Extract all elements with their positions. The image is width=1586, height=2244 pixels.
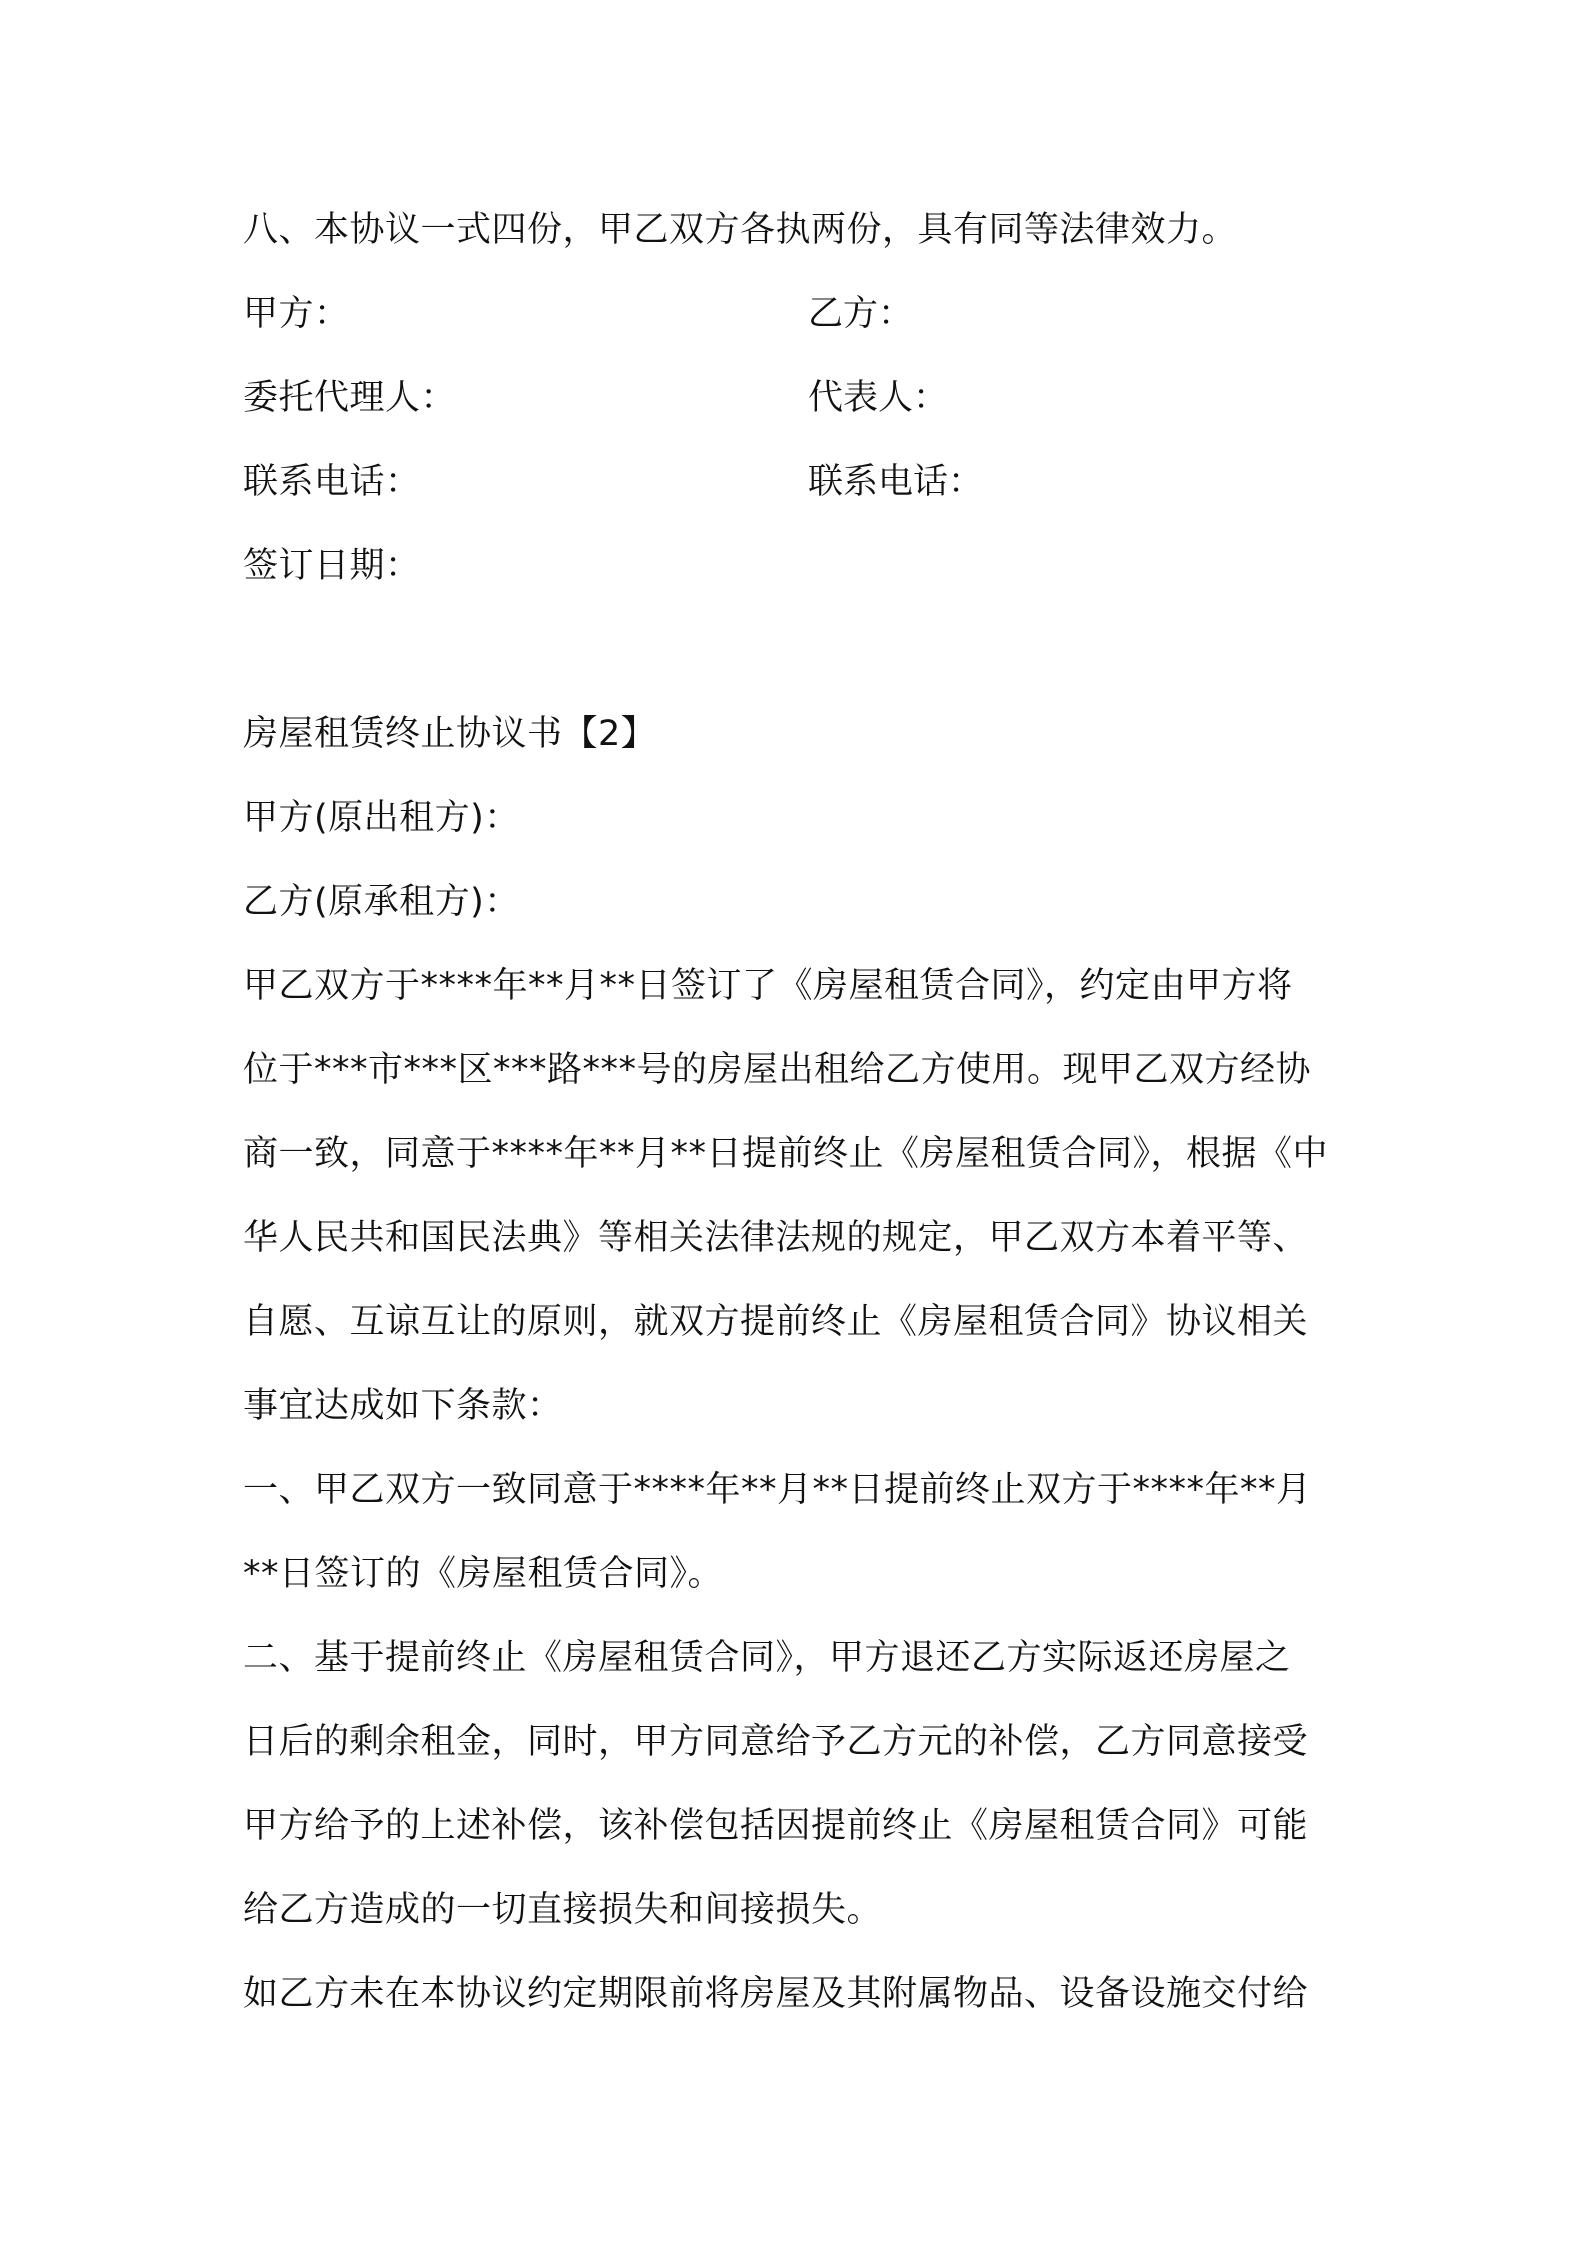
signature-agent: 委托代理人：	[243, 378, 457, 418]
preamble-line: 商一致，同意于****年**月**日提前终止《房屋租赁合同》，根据《中	[243, 1134, 1329, 1174]
clause-2-line: 日后的剩余租金，同时，甲方同意给予乙方元的补偿，乙方同意接受	[243, 1722, 1309, 1762]
signature-date: 签订日期：	[243, 546, 421, 586]
agreement-party-a: 甲方(原出租方)：	[243, 798, 520, 838]
signature-party-a: 甲方：	[243, 294, 350, 334]
clause-8: 八、本协议一式四份，甲乙双方各执两份，具有同等法律效力。	[243, 210, 1238, 250]
clause-2-line: 给乙方造成的一切直接损失和间接损失。	[243, 1890, 883, 1930]
signature-representative: 代表人：	[808, 378, 949, 418]
signature-phone-b: 联系电话：	[808, 462, 984, 502]
signature-phone-a: 联系电话：	[243, 462, 421, 502]
preamble-line: 位于***市***区***路***号的房屋出租给乙方使用。现甲乙双方经协	[243, 1050, 1312, 1090]
clause-1-line: 一、甲乙双方一致同意于****年**月**日提前终止双方于****年**月	[243, 1470, 1312, 1510]
continuation-line: 如乙方未在本协议约定期限前将房屋及其附属物品、设备设施交付给	[243, 1974, 1309, 2014]
preamble-line: 自愿、互谅互让的原则，就双方提前终止《房屋租赁合同》协议相关	[243, 1302, 1309, 1342]
preamble-line: 华人民共和国民法典》等相关法律法规的规定，甲乙双方本着平等、	[243, 1218, 1309, 1258]
preamble-line: 甲乙双方于****年**月**日签订了《房屋租赁合同》，约定由甲方将	[243, 966, 1293, 1006]
preamble-line: 事宜达成如下条款：	[243, 1386, 563, 1426]
agreement-title: 房屋租赁终止协议书【2】	[243, 714, 657, 754]
clause-2-line: 二、基于提前终止《房屋租赁合同》，甲方退还乙方实际返还房屋之	[243, 1638, 1291, 1678]
signature-party-b: 乙方：	[808, 294, 914, 334]
clause-1-line: **日签订的《房屋租赁合同》。	[243, 1554, 724, 1594]
agreement-party-b: 乙方(原承租方)：	[243, 882, 520, 922]
clause-2-line: 甲方给予的上述补偿，该补偿包括因提前终止《房屋租赁合同》可能	[243, 1806, 1309, 1846]
